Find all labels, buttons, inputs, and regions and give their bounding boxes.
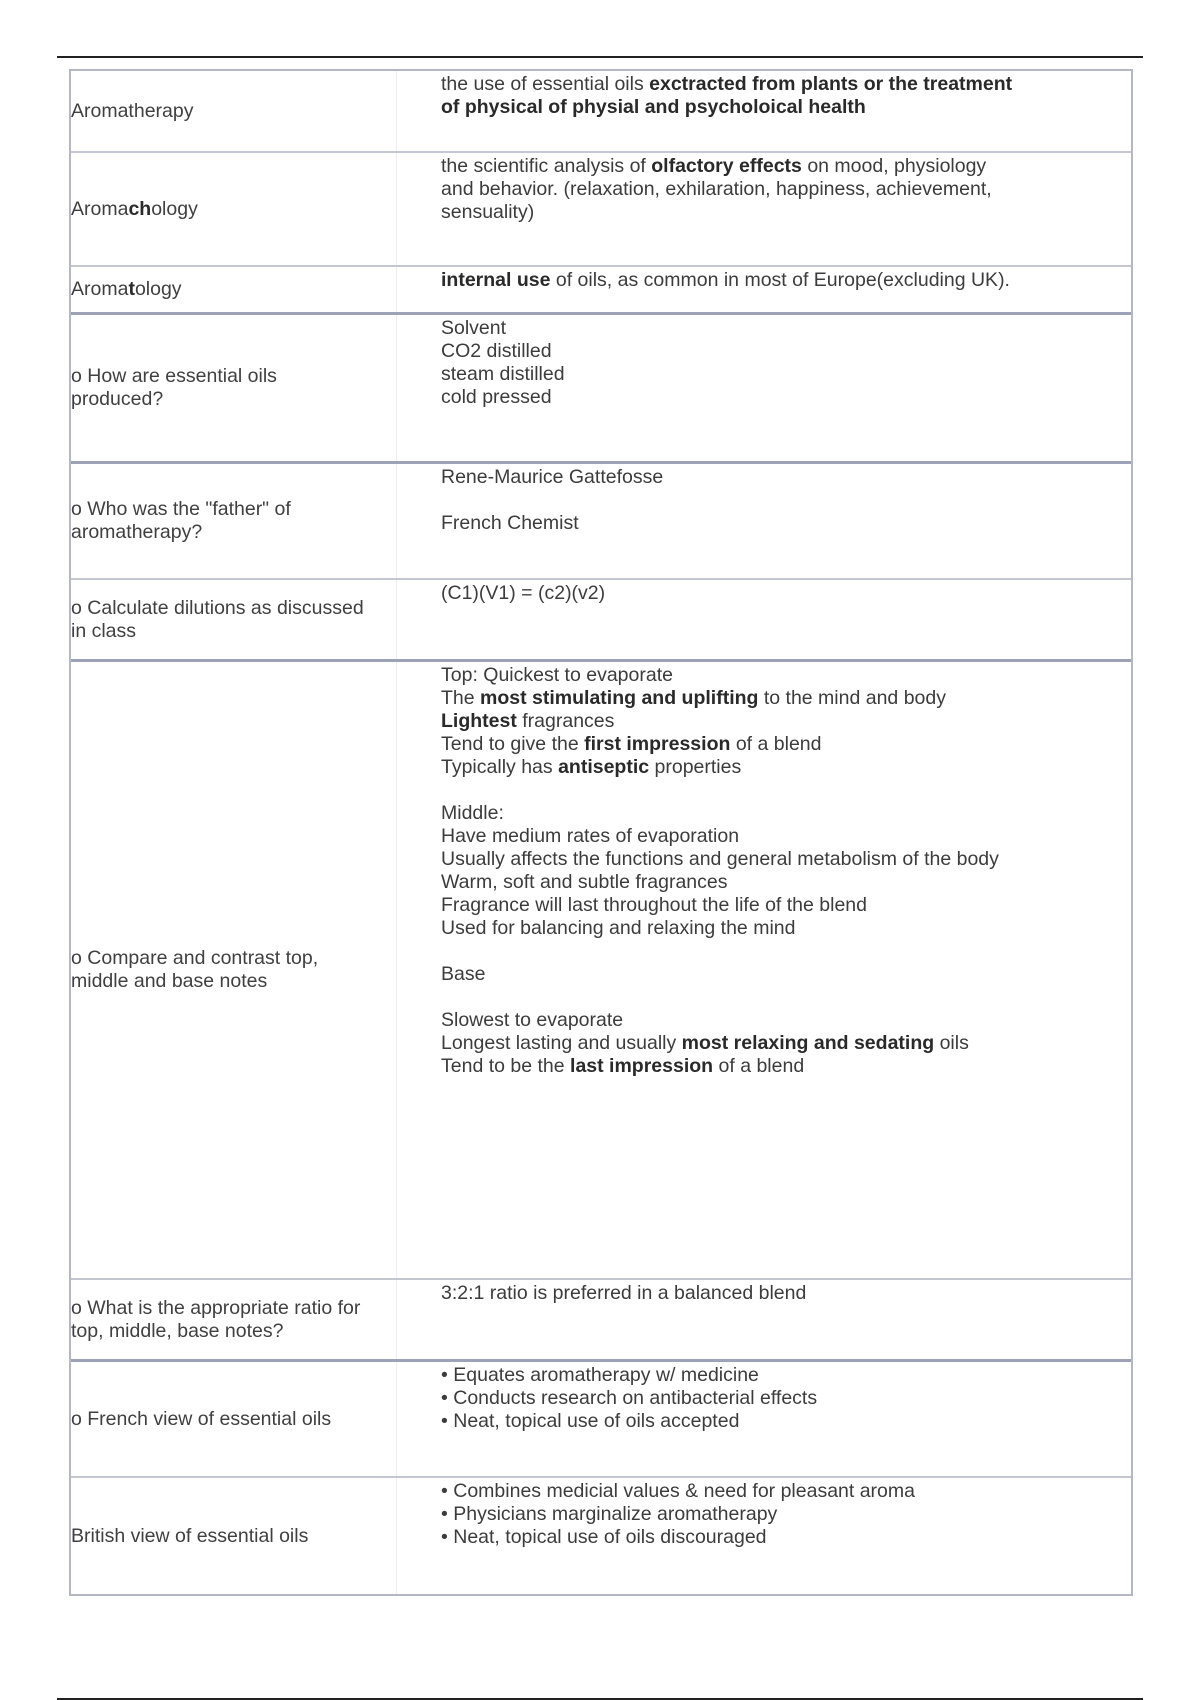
definition-line: • Neat, topical use of oils discouraged [441, 1526, 767, 1548]
definition-line: • Conducts research on antibacterial effects [441, 1387, 818, 1409]
definition-cell [441, 317, 1123, 409]
definition-line: (C1)(V1) = (c2)(v2) [441, 582, 606, 604]
definition-line: the use of essential oils exctracted from plants or the treatment [441, 73, 1013, 95]
term-text: Aromatology [71, 278, 182, 300]
definition-line: Rene-Maurice Gattefosse [441, 466, 664, 488]
table-row [71, 153, 1131, 267]
definition-line: • Physicians marginalize aromatherapy [441, 1503, 778, 1525]
definition-line: 3:2:1 ratio is preferred in a balanced blend [441, 1282, 807, 1304]
term-text: o How are essential oils produced? [71, 365, 277, 410]
term-text: British view of essential oils [71, 1524, 309, 1547]
term-text: o Calculate dilutions as discussed in class [71, 596, 364, 642]
definition-line: sensuality) [441, 201, 535, 223]
definition-line: internal use of oils, as common in most of Europe(excluding UK). [441, 269, 1010, 291]
definition-line: Usually affects the functions and general metabolism of the body [441, 848, 999, 870]
term-cell [71, 315, 397, 461]
definition-line: Slowest to evaporate [441, 1009, 624, 1031]
definition-line: • Neat, topical use of oils accepted [441, 1410, 740, 1432]
definition-cell [441, 1282, 1123, 1305]
definition-line: steam distilled [441, 363, 565, 385]
table-row [71, 1362, 1131, 1478]
definition-line: • Combines medicial values & need for pleasant aroma [441, 1480, 915, 1502]
definition-line: CO2 distilled [441, 340, 552, 362]
table-row [71, 464, 1131, 580]
term-cell [71, 267, 397, 312]
table-row [71, 662, 1131, 1280]
term-cell [71, 1478, 397, 1594]
term-text: o Compare and contrast top, middle and base notes [71, 947, 319, 992]
table-row [71, 1280, 1131, 1362]
definition-line [441, 779, 1123, 802]
term-cell [71, 153, 397, 265]
definition-line: Warm, soft and subtle fragrances [441, 871, 728, 893]
definition-cell [441, 582, 1123, 605]
definition-line [441, 986, 1123, 1009]
definition-cell [441, 269, 1123, 292]
definition-cell [441, 664, 1123, 1078]
term-cell [71, 1280, 397, 1359]
definition-line: Fragrance will last throughout the life of the blend [441, 894, 868, 916]
definition-cell [441, 1480, 1123, 1549]
definition-line: Base [441, 963, 486, 985]
term-text: Aromachology [71, 197, 198, 220]
definition-line: French Chemist [441, 512, 579, 534]
table-frame [69, 69, 1133, 1596]
definition-line: The most stimulating and uplifting to the mind and body [441, 687, 946, 709]
table-row [71, 71, 1131, 153]
definition-line: Lightest fragrances [441, 710, 615, 732]
term-cell [71, 580, 397, 659]
definition-line: Typically has antiseptic properties [441, 756, 742, 778]
definition-line [441, 940, 1123, 963]
definition-line: of physical of physial and psycholoical health [441, 96, 866, 118]
definition-line: Top: Quickest to evaporate [441, 664, 673, 686]
definition-line: Have medium rates of evaporation [441, 825, 740, 847]
definition-cell [441, 73, 1123, 119]
definition-line: cold pressed [441, 386, 552, 408]
table-row [71, 267, 1131, 315]
table-row [71, 1478, 1131, 1594]
definition-cell [441, 155, 1123, 224]
term-cell [71, 1362, 397, 1476]
term-text: Aromatherapy [71, 99, 194, 122]
term-text: o French view of essential oils [71, 1407, 332, 1430]
definition-line: Middle: [441, 802, 504, 824]
table-row [71, 315, 1131, 464]
definition-line: and behavior. (relaxation, exhilaration, happiness, achievement, [441, 178, 992, 200]
definition-line: Used for balancing and relaxing the mind [441, 917, 796, 939]
definition-line: Tend to give the first impression of a blend [441, 733, 822, 755]
definition-line: Tend to be the last impression of a blend [441, 1055, 805, 1077]
definition-line [441, 489, 1123, 512]
table-row [71, 580, 1131, 662]
definition-line: Solvent [441, 317, 507, 339]
definition-line: Longest lasting and usually most relaxing and sedating oils [441, 1032, 969, 1054]
term-text: o What is the appropriate ratio for top, middle, base notes? [71, 1296, 361, 1342]
definition-line: • Equates aromatherapy w/ medicine [441, 1364, 759, 1386]
term-cell [71, 71, 397, 151]
term-text: o Who was the "father" of aromatherapy? [71, 498, 291, 543]
term-cell [71, 464, 397, 578]
term-cell [71, 662, 397, 1278]
definition-cell [441, 1364, 1123, 1433]
definition-cell [441, 466, 1123, 535]
top-rule [57, 56, 1143, 58]
definition-line: the scientific analysis of olfactory effects on mood, physiology [441, 155, 987, 177]
